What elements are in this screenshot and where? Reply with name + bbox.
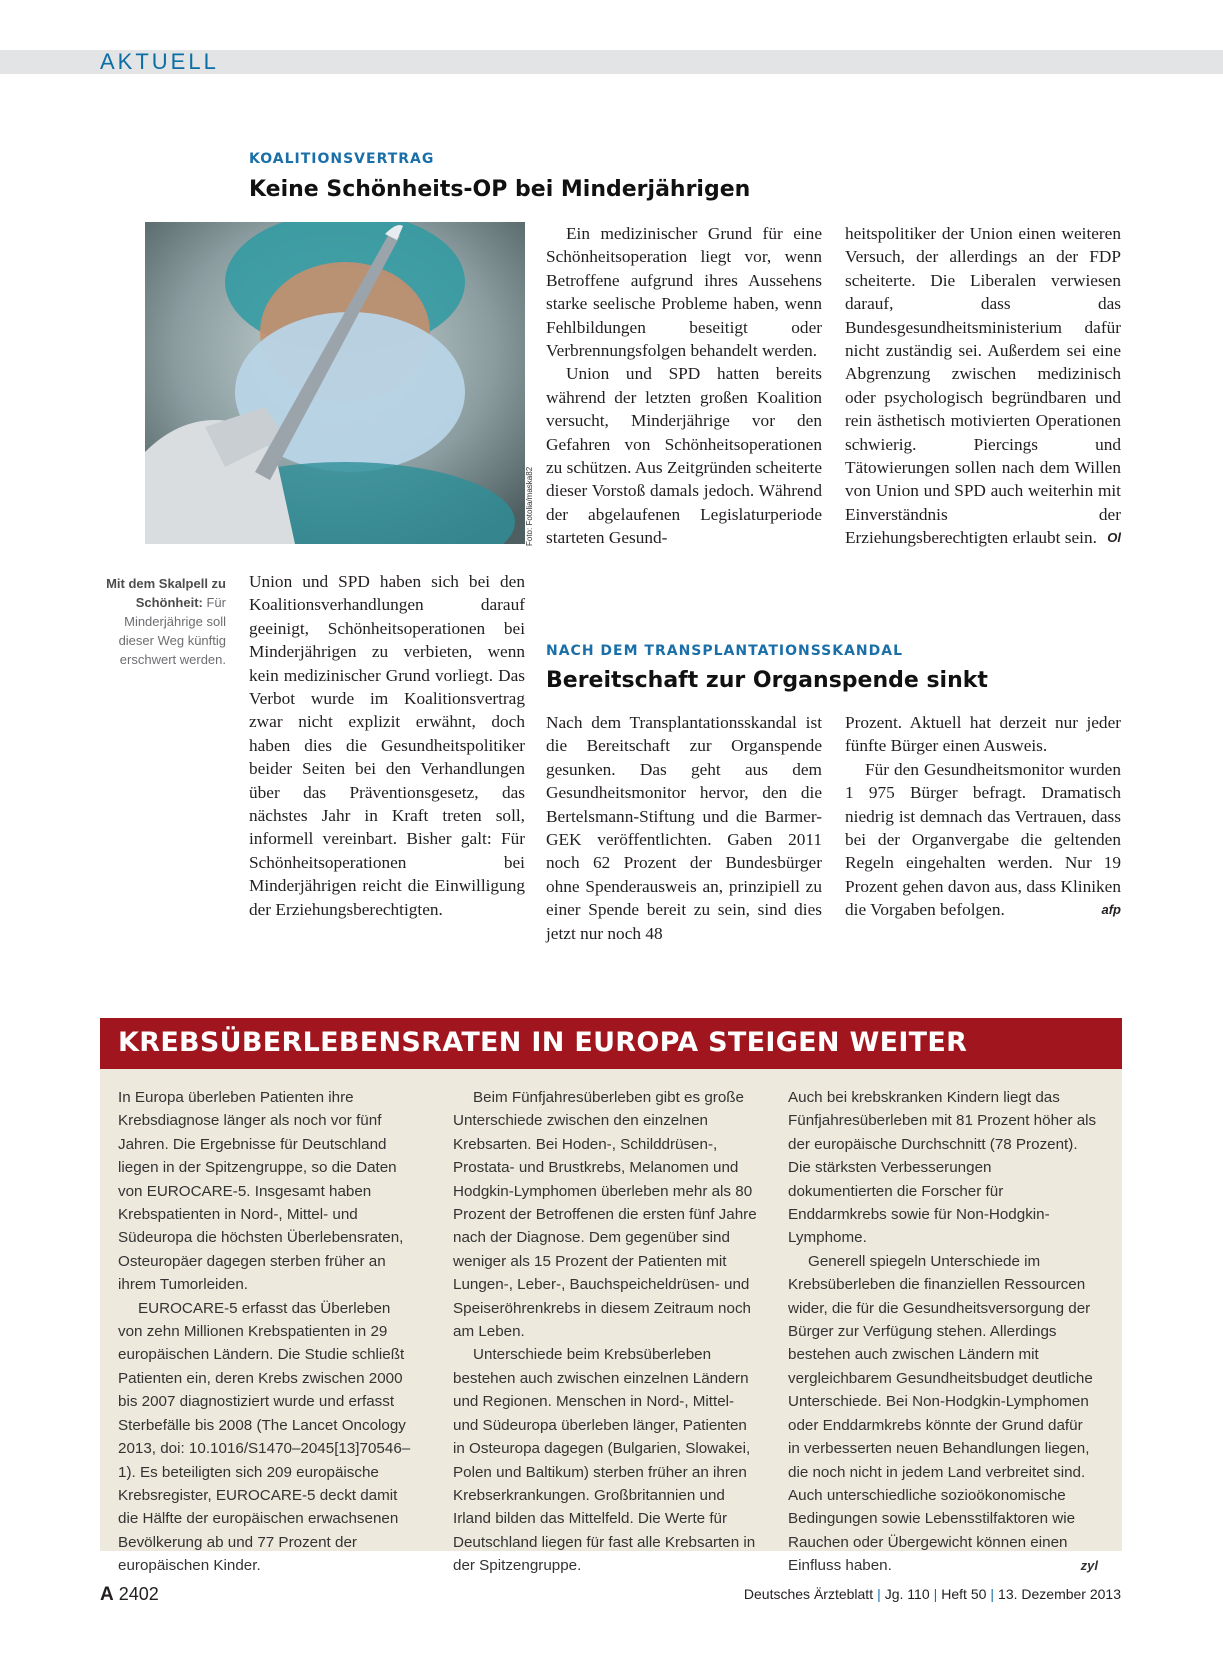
- journal-name: Deutsches Ärzteblatt: [743, 1586, 874, 1602]
- box-col2-paragraph-1: Beim Fünfjahresüberleben gibt es große Unterschiede zwischen den einzelnen Krebsarten. Bei Hoden-, Schilddrüsen-, Prostata- und Brustkrebs, Melanomen und Hodgkin-Lymphomen überleben mehr als 80 Prozent der Betroffenen die ersten fünf Jahre nach der Diagnose. Dem gegenüber sind weniger als 15 Prozent der Patienten mit Lungen-, Leber-, Bauchspeicheldrüsen- und Speiseröhrenkrebs in diesem Zeitraum noch am Leben.: [453, 1089, 757, 1341]
- journal-volume: Jg. 110: [884, 1586, 930, 1602]
- page-prefix: A: [100, 1584, 114, 1605]
- article2-col2-paragraph-2: [845, 758, 1121, 922]
- article1-col2-paragraph-1: Ein medizinischer Grund für eine Schönheitsoperation liegt vor, wenn Betroffene aufgrund ihres Aussehens starke seelische Probleme haben, wenn Fehlbildungen beseitigt oder Verbrennungsfolgen behandelt werden.: [546, 224, 822, 361]
- journal-date: 13. Dezember 2013: [998, 1586, 1121, 1602]
- journal-info: Deutsches Ärzteblatt | Jg. 110 | Heft 50 | 13. Dezember 2013: [743, 1586, 1121, 1602]
- box-col3-paragraph-1: Auch bei krebskranken Kindern liegt das Fünfjahresüberleben mit 81 Prozent höher als der europäische Durchschnitt (78 Prozent). Die stärksten Verbesserungen dokumentierten die Forscher für Enddarmkrebs sowie für Non-Hodgkin-Lymphome.: [788, 1089, 1097, 1247]
- article1-signature: Ol: [1107, 530, 1121, 546]
- box-col1-paragraph-2: EUROCARE-5 erfasst das Überleben von zehn Millionen Krebspatienten in 29 europäischen Ländern. Die Studie schließt Patienten ein, deren Krebs zwischen 2000 bis 2007 diagnostiziert wurde und erfasst Sterbefälle bis 2008 (The Lancet Oncology 2013, doi: 10.1016/S1470–2045[13]70546–1). Es beteiligten sich 209 europäische Krebsregister, EUROCARE-5 deckt damit die Hälfte der europäischen erwachsenen Bevölkerung ab und 77 Prozent der europäischen Kinder.: [118, 1299, 411, 1575]
- article1-col3-body: heitspolitiker der Union einen weiteren Versuch, der allerdings an der FDP scheiterte. Die Liberalen verwiesen darauf, dass das Bundesgesundheitsministerium dafür nicht zuständig sei. Außerdem sei eine Abgrenzung zwischen medizinisch oder psychologisch begründbaren und rein ästhetisch motivierten Operationen schwierig. Piercings und Tätowierungen sollen nach dem Willen von Union und SPD auch weiterhin mit Einverständnis der Erziehungsberechtigten erlaubt sein.: [845, 224, 1121, 548]
- box-col2-paragraph-2: Unterschiede beim Krebsüberleben bestehen auch zwischen einzelnen Ländern und Regionen. Menschen in Nord-, Mittel- und Südeuropa überleben länger, Patienten in Osteuropa dagegen (Bulgarien, Slowakei, Polen und Baltikum) sterben früher an ihren Krebserkrankungen. Großbritannien und Irland bilden das Mittelfeld. Die Werte für Deutschland liegen für fast alle Krebsarten in der Spitzengruppe.: [453, 1346, 756, 1575]
- article2-col2-paragraph-1: Prozent. Aktuell hat derzeit nur jeder fünfte Bürger einen Ausweis.: [845, 713, 1121, 756]
- article1-column-1: [249, 570, 525, 921]
- box-signature: zyl: [1080, 1558, 1098, 1574]
- article2-col2-body: Für den Gesundheitsmonitor wurden 1 975 Bürger befragt. Dramatisch niedrig ist demnach das Vertrauen, dass bei der Organvergabe die geltenden Regeln eingehalten werden. Nur 19 Prozent gehen davon aus, dass Kliniken die Vorgaben befolgen.: [845, 759, 1121, 920]
- box-column-3: [788, 1086, 1098, 1578]
- photo-credit: Foto: Fotolia/maska82: [525, 466, 534, 546]
- surgeon-with-scalpel-image: [145, 222, 525, 544]
- article1-column-3: [845, 222, 1121, 550]
- section-label: AKTUELL: [100, 49, 219, 74]
- article2-title: Bereitschaft zur Organspende sinkt: [546, 668, 988, 693]
- article1-col2-paragraph-2: Union und SPD hatten bereits während der letzten großen Koalition versucht, Minderjährige vor den Gefahren von Schönheitsoperationen zu schützen. Aus Zeitgründen scheiterte dieser Vorstoß damals jedoch. Während der abgelaufenen Legislaturperiode starteten Gesund-: [546, 364, 822, 548]
- box-col3-body: Generell spiegeln Unterschiede im Krebsüberleben die finanziellen Ressourcen wider, die für die Gesundheitsversorgung der Bürger zur Verfügung stehen. Allerdings bestehen auch zwischen Ländern mit vergleichbarem Gesundheitsbudget deutliche Unterschiede. Bei Non-Hodgkin-Lymphomen oder Enddarmkrebs könnte der Grund dafür in verbesserten neuen Behandlungen liegen, die noch nicht in jedem Land verbreitet sind. Auch unterschiedliche sozioökonomische Bedingungen sowie Lebensstilfaktoren wie Rauchen oder Übergewicht können einen Einfluss haben.: [788, 1252, 1093, 1575]
- page-number: [100, 1584, 159, 1606]
- article2-signature: afp: [1101, 902, 1121, 918]
- article1-col3-text: [845, 222, 1121, 550]
- photo-caption: [96, 574, 226, 669]
- article2-column-2: [845, 711, 1121, 922]
- article1-photo: [145, 222, 525, 544]
- article2-kicker: NACH DEM TRANSPLANTATIONSSKANDAL: [546, 643, 904, 659]
- caption-text: Für Minderjährige soll dieser Weg künftig erschwert werden.: [118, 595, 226, 667]
- caption-lead: Mit dem Skalpell zu Schönheit:: [106, 576, 226, 610]
- article2-col1-text: Nach dem Transplantationsskandal ist die Bereitschaft zur Organspende gesunken. Das geht aus dem Gesundheitsmonitor hervor, den die Bertelsmann-Stiftung und die Barmer-GEK veröffentlichten. Gaben 2011 noch 62 Prozent der Bundesbürger ohne Spenderausweis an, prinzipiell zu einer Spende bereit zu sein, sind dies jetzt nur noch 48: [546, 713, 822, 943]
- article1-kicker: KOALITIONSVERTRAG: [249, 151, 435, 167]
- info-box-title-bar: [100, 1018, 1122, 1069]
- article1-title: Keine Schönheits-OP bei Minderjährigen: [249, 177, 751, 202]
- article1-column-2: [546, 222, 822, 550]
- article2-column-1: [546, 711, 822, 945]
- box-col1-paragraph-1: In Europa überleben Patienten ihre Krebsdiagnose länger als noch vor fünf Jahren. Die Ergebnisse für Deutschland liegen in der Spitzengruppe, so die Daten von EUROCARE-5. Insgesamt haben Krebspatienten in Nord-, Mittel- und Südeuropa die höchsten Überlebensraten, Osteuropäer dagegen sterben früher an ihrem Tumorleiden.: [118, 1089, 404, 1294]
- journal-issue: Heft 50: [941, 1586, 987, 1602]
- article1-col1-text: Union und SPD haben sich bei den Koalitionsverhandlungen darauf geeinigt, Schönheitsoperationen bei Minderjährigen zu verbieten, wenn kein medizinischer Grund vorliegt. Das Verbot wurde im Koalitionsvertrag zwar nicht explizit erwähnt, doch haben dies die Gesundheitspolitiker beider Seiten bei den Verhandlungen über das Präventionsgesetz, das nächstes Jahr in Kraft treten soll, informell vereinbart. Bisher galt: Für Schönheitsoperationen bei Minderjährigen reicht die Einwilligung der Erziehungsberechtigten.: [249, 572, 525, 919]
- box-column-2: [453, 1086, 758, 1578]
- page-number-value: 2402: [118, 1584, 159, 1604]
- box-column-1: [118, 1086, 418, 1578]
- box-col3-paragraph-2: [788, 1250, 1098, 1578]
- info-box-title: KREBSÜBERLEBENSRATEN IN EUROPA STEIGEN WEITER: [118, 1027, 968, 1058]
